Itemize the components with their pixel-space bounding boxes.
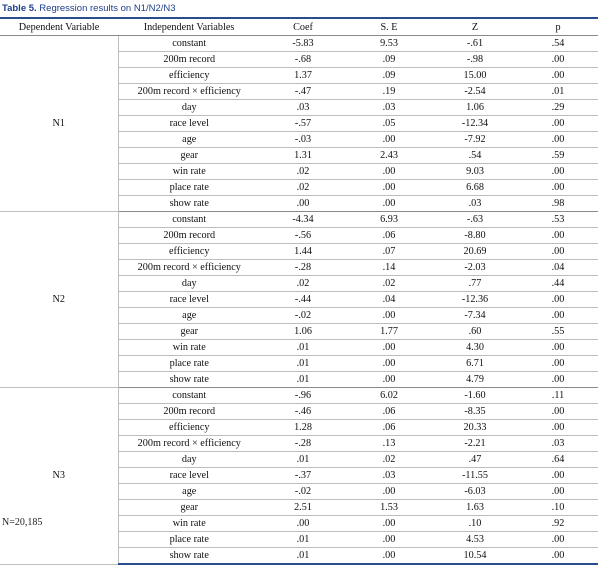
- coef-cell: -.56: [260, 228, 346, 244]
- coef-cell: -.02: [260, 484, 346, 500]
- independent-variable-cell: show rate: [118, 196, 260, 212]
- se-cell: .02: [346, 452, 432, 468]
- independent-variable-cell: place rate: [118, 532, 260, 548]
- z-cell: -6.03: [432, 484, 518, 500]
- independent-variable-cell: efficiency: [118, 68, 260, 84]
- p-cell: .00: [518, 356, 598, 372]
- z-cell: .60: [432, 324, 518, 340]
- dependent-variable-cell: N1: [0, 36, 118, 212]
- independent-variable-cell: efficiency: [118, 244, 260, 260]
- independent-variable-cell: win rate: [118, 516, 260, 532]
- independent-variable-cell: race level: [118, 468, 260, 484]
- p-cell: .00: [518, 372, 598, 388]
- p-cell: .00: [518, 52, 598, 68]
- se-cell: .00: [346, 548, 432, 565]
- coef-cell: .01: [260, 340, 346, 356]
- se-cell: .00: [346, 180, 432, 196]
- z-cell: 4.53: [432, 532, 518, 548]
- coef-cell: .02: [260, 276, 346, 292]
- p-cell: .00: [518, 404, 598, 420]
- independent-variable-cell: efficiency: [118, 420, 260, 436]
- coef-cell: -.68: [260, 52, 346, 68]
- se-cell: .09: [346, 68, 432, 84]
- coef-cell: .01: [260, 532, 346, 548]
- coef-cell: 1.06: [260, 324, 346, 340]
- header-p: p: [518, 19, 598, 36]
- se-cell: .13: [346, 436, 432, 452]
- independent-variable-cell: day: [118, 276, 260, 292]
- group-n2: [0, 212, 598, 388]
- coef-cell: .01: [260, 372, 346, 388]
- se-cell: .03: [346, 100, 432, 116]
- se-cell: .00: [346, 132, 432, 148]
- coef-cell: -.03: [260, 132, 346, 148]
- p-cell: .00: [518, 340, 598, 356]
- independent-variable-cell: age: [118, 132, 260, 148]
- z-cell: 4.79: [432, 372, 518, 388]
- independent-variable-cell: place rate: [118, 180, 260, 196]
- independent-variable-cell: race level: [118, 116, 260, 132]
- se-cell: .02: [346, 276, 432, 292]
- se-cell: .04: [346, 292, 432, 308]
- group-n3: [0, 388, 598, 565]
- se-cell: .06: [346, 404, 432, 420]
- regression-table: [0, 19, 598, 565]
- z-cell: -7.34: [432, 308, 518, 324]
- z-cell: -12.34: [432, 116, 518, 132]
- z-cell: -12.36: [432, 292, 518, 308]
- p-cell: .00: [518, 244, 598, 260]
- z-cell: .77: [432, 276, 518, 292]
- se-cell: .06: [346, 420, 432, 436]
- se-cell: 6.93: [346, 212, 432, 228]
- p-cell: .44: [518, 276, 598, 292]
- z-cell: -2.54: [432, 84, 518, 100]
- se-cell: 9.53: [346, 36, 432, 52]
- sample-size-note: N=20,185: [2, 517, 43, 528]
- independent-variable-cell: place rate: [118, 356, 260, 372]
- coef-cell: 2.51: [260, 500, 346, 516]
- dependent-variable-cell: N2: [0, 212, 118, 388]
- independent-variable-cell: 200m record: [118, 404, 260, 420]
- p-cell: .01: [518, 84, 598, 100]
- z-cell: -1.60: [432, 388, 518, 404]
- p-cell: .00: [518, 484, 598, 500]
- se-cell: .00: [346, 340, 432, 356]
- coef-cell: 1.37: [260, 68, 346, 84]
- z-cell: 6.71: [432, 356, 518, 372]
- independent-variable-cell: 200m record: [118, 228, 260, 244]
- p-cell: .04: [518, 260, 598, 276]
- z-cell: 4.30: [432, 340, 518, 356]
- se-cell: 1.77: [346, 324, 432, 340]
- se-cell: .14: [346, 260, 432, 276]
- z-cell: .54: [432, 148, 518, 164]
- coef-cell: -4.34: [260, 212, 346, 228]
- independent-variable-cell: gear: [118, 324, 260, 340]
- se-cell: 2.43: [346, 148, 432, 164]
- p-cell: .11: [518, 388, 598, 404]
- header-dependent-variable: Dependent Variable: [0, 19, 118, 36]
- coef-cell: -.46: [260, 404, 346, 420]
- se-cell: .00: [346, 532, 432, 548]
- header-coef: Coef: [260, 19, 346, 36]
- p-cell: .64: [518, 452, 598, 468]
- coef-cell: 1.31: [260, 148, 346, 164]
- se-cell: .00: [346, 196, 432, 212]
- independent-variable-cell: 200m record × efficiency: [118, 84, 260, 100]
- p-cell: .10: [518, 500, 598, 516]
- p-cell: .00: [518, 164, 598, 180]
- caption-text: Regression results on N1/N2/N3: [36, 3, 176, 14]
- z-cell: 20.33: [432, 420, 518, 436]
- independent-variable-cell: constant: [118, 36, 260, 52]
- z-cell: .10: [432, 516, 518, 532]
- table-row: [0, 212, 598, 228]
- p-cell: .03: [518, 436, 598, 452]
- z-cell: -7.92: [432, 132, 518, 148]
- p-cell: .53: [518, 212, 598, 228]
- coef-cell: .01: [260, 356, 346, 372]
- table-caption: [2, 3, 176, 14]
- independent-variable-cell: constant: [118, 212, 260, 228]
- header-se: S. E: [346, 19, 432, 36]
- se-cell: .06: [346, 228, 432, 244]
- table-row: [0, 36, 598, 52]
- z-cell: -.63: [432, 212, 518, 228]
- coef-cell: -.37: [260, 468, 346, 484]
- p-cell: .00: [518, 420, 598, 436]
- independent-variable-cell: gear: [118, 148, 260, 164]
- group-n1: [0, 36, 598, 212]
- z-cell: .03: [432, 196, 518, 212]
- se-cell: .09: [346, 52, 432, 68]
- table-row: [0, 388, 598, 404]
- se-cell: .05: [346, 116, 432, 132]
- z-cell: 1.63: [432, 500, 518, 516]
- coef-cell: .01: [260, 452, 346, 468]
- coef-cell: -.96: [260, 388, 346, 404]
- z-cell: 6.68: [432, 180, 518, 196]
- z-cell: 10.54: [432, 548, 518, 565]
- se-cell: .00: [346, 356, 432, 372]
- se-cell: .00: [346, 164, 432, 180]
- header-row: [0, 19, 598, 36]
- z-cell: 9.03: [432, 164, 518, 180]
- se-cell: .00: [346, 308, 432, 324]
- se-cell: 6.02: [346, 388, 432, 404]
- independent-variable-cell: day: [118, 100, 260, 116]
- coef-cell: .02: [260, 164, 346, 180]
- z-cell: -8.35: [432, 404, 518, 420]
- z-cell: 15.00: [432, 68, 518, 84]
- p-cell: .92: [518, 516, 598, 532]
- z-cell: -2.03: [432, 260, 518, 276]
- se-cell: .00: [346, 484, 432, 500]
- se-cell: .00: [346, 516, 432, 532]
- independent-variable-cell: gear: [118, 500, 260, 516]
- coef-cell: 1.44: [260, 244, 346, 260]
- p-cell: .00: [518, 68, 598, 84]
- coef-cell: -.57: [260, 116, 346, 132]
- coef-cell: -5.83: [260, 36, 346, 52]
- independent-variable-cell: win rate: [118, 340, 260, 356]
- se-cell: .03: [346, 468, 432, 484]
- coef-cell: .02: [260, 180, 346, 196]
- se-cell: .07: [346, 244, 432, 260]
- se-cell: 1.53: [346, 500, 432, 516]
- z-cell: -11.55: [432, 468, 518, 484]
- independent-variable-cell: show rate: [118, 548, 260, 565]
- z-cell: -.61: [432, 36, 518, 52]
- coef-cell: .03: [260, 100, 346, 116]
- p-cell: .00: [518, 180, 598, 196]
- coef-cell: -.02: [260, 308, 346, 324]
- header-z: Z: [432, 19, 518, 36]
- z-cell: 1.06: [432, 100, 518, 116]
- caption-label: Table 5.: [2, 3, 37, 14]
- coef-cell: -.44: [260, 292, 346, 308]
- p-cell: .98: [518, 196, 598, 212]
- p-cell: .29: [518, 100, 598, 116]
- independent-variable-cell: age: [118, 308, 260, 324]
- independent-variable-cell: age: [118, 484, 260, 500]
- coef-cell: .01: [260, 548, 346, 565]
- z-cell: 20.69: [432, 244, 518, 260]
- independent-variable-cell: day: [118, 452, 260, 468]
- coef-cell: .00: [260, 516, 346, 532]
- independent-variable-cell: constant: [118, 388, 260, 404]
- independent-variable-cell: race level: [118, 292, 260, 308]
- independent-variable-cell: 200m record × efficiency: [118, 260, 260, 276]
- p-cell: .54: [518, 36, 598, 52]
- p-cell: .00: [518, 228, 598, 244]
- z-cell: -8.80: [432, 228, 518, 244]
- coef-cell: -.47: [260, 84, 346, 100]
- z-cell: -2.21: [432, 436, 518, 452]
- p-cell: .00: [518, 468, 598, 484]
- independent-variable-cell: show rate: [118, 372, 260, 388]
- p-cell: .00: [518, 548, 598, 565]
- p-cell: .59: [518, 148, 598, 164]
- coef-cell: .00: [260, 196, 346, 212]
- p-cell: .00: [518, 292, 598, 308]
- coef-cell: -.28: [260, 260, 346, 276]
- se-cell: .00: [346, 372, 432, 388]
- independent-variable-cell: 200m record: [118, 52, 260, 68]
- coef-cell: 1.28: [260, 420, 346, 436]
- independent-variable-cell: win rate: [118, 164, 260, 180]
- independent-variable-cell: 200m record × efficiency: [118, 436, 260, 452]
- header-independent-variables: Independent Variables: [118, 19, 260, 36]
- p-cell: .00: [518, 116, 598, 132]
- dependent-variable-cell: N3: [0, 388, 118, 565]
- se-cell: .19: [346, 84, 432, 100]
- z-cell: -.98: [432, 52, 518, 68]
- coef-cell: -.28: [260, 436, 346, 452]
- p-cell: .55: [518, 324, 598, 340]
- p-cell: .00: [518, 132, 598, 148]
- z-cell: .47: [432, 452, 518, 468]
- p-cell: .00: [518, 532, 598, 548]
- p-cell: .00: [518, 308, 598, 324]
